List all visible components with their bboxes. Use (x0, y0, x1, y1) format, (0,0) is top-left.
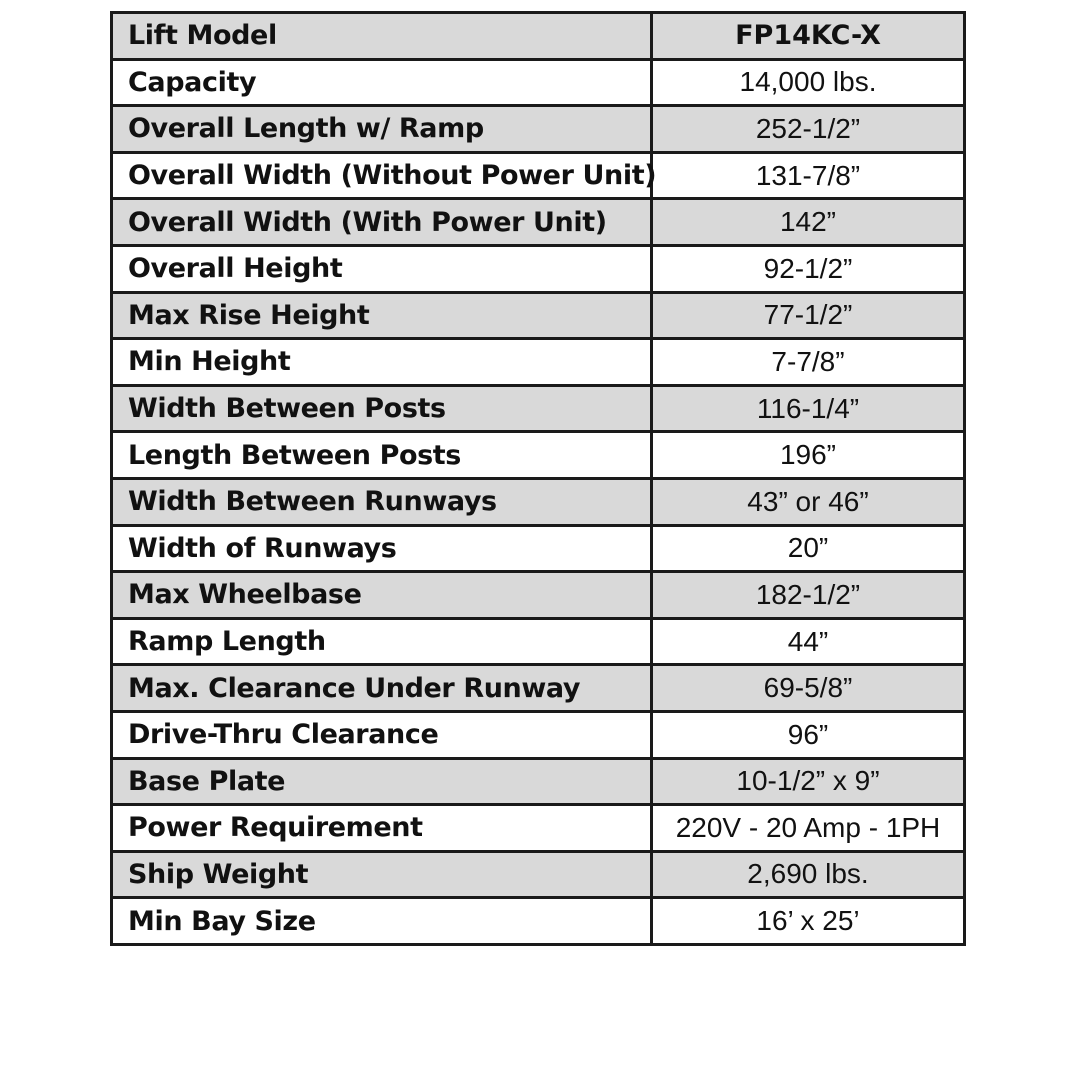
table-row (112, 59, 965, 106)
row-value: 69-5/8” (652, 665, 965, 712)
row-label: Overall Width (With Power Unit) (112, 199, 652, 246)
row-label: Capacity (112, 59, 652, 106)
table-row (112, 758, 965, 805)
row-label: Width of Runways (112, 525, 652, 572)
row-value: 10-1/2” x 9” (652, 758, 965, 805)
table-row (112, 478, 965, 525)
spec-table (110, 11, 966, 946)
row-label: Drive-Thru Clearance (112, 711, 652, 758)
row-value: 182-1/2” (652, 572, 965, 619)
table-row (112, 199, 965, 246)
row-value: 44” (652, 618, 965, 665)
row-label: Max Rise Height (112, 292, 652, 339)
row-value: 43” or 46” (652, 478, 965, 525)
row-label: Base Plate (112, 758, 652, 805)
table-row (112, 245, 965, 292)
table-row (112, 711, 965, 758)
row-value: 252-1/2” (652, 106, 965, 153)
row-value: 7-7/8” (652, 339, 965, 386)
row-label: Width Between Runways (112, 478, 652, 525)
table-row (112, 339, 965, 386)
table-row (112, 805, 965, 852)
row-label: Max. Clearance Under Runway (112, 665, 652, 712)
header-value: FP14KC-X (652, 13, 965, 60)
row-value: 220V - 20 Amp - 1PH (652, 805, 965, 852)
row-label: Overall Height (112, 245, 652, 292)
row-label: Max Wheelbase (112, 572, 652, 619)
table-row (112, 572, 965, 619)
row-value: 116-1/4” (652, 385, 965, 432)
table-row (112, 525, 965, 572)
table-row (112, 106, 965, 153)
row-value: 77-1/2” (652, 292, 965, 339)
row-label: Ramp Length (112, 618, 652, 665)
table-row (112, 618, 965, 665)
row-label: Min Bay Size (112, 898, 652, 945)
row-value: 14,000 lbs. (652, 59, 965, 106)
table-row (112, 292, 965, 339)
row-label: Overall Length w/ Ramp (112, 106, 652, 153)
table-row (112, 665, 965, 712)
row-value: 131-7/8” (652, 152, 965, 199)
table-row (112, 385, 965, 432)
row-label: Overall Width (Without Power Unit) (112, 152, 652, 199)
row-value: 20” (652, 525, 965, 572)
header-label: Lift Model (112, 13, 652, 60)
table-row (112, 432, 965, 479)
row-value: 96” (652, 711, 965, 758)
table-row (112, 851, 965, 898)
table-row (112, 898, 965, 945)
row-label: Length Between Posts (112, 432, 652, 479)
header-row (112, 13, 965, 60)
row-value: 142” (652, 199, 965, 246)
row-label: Ship Weight (112, 851, 652, 898)
row-label: Power Requirement (112, 805, 652, 852)
row-label: Width Between Posts (112, 385, 652, 432)
row-label: Min Height (112, 339, 652, 386)
row-value: 196” (652, 432, 965, 479)
row-value: 16’ x 25’ (652, 898, 965, 945)
row-value: 2,690 lbs. (652, 851, 965, 898)
table-row (112, 152, 965, 199)
row-value: 92-1/2” (652, 245, 965, 292)
